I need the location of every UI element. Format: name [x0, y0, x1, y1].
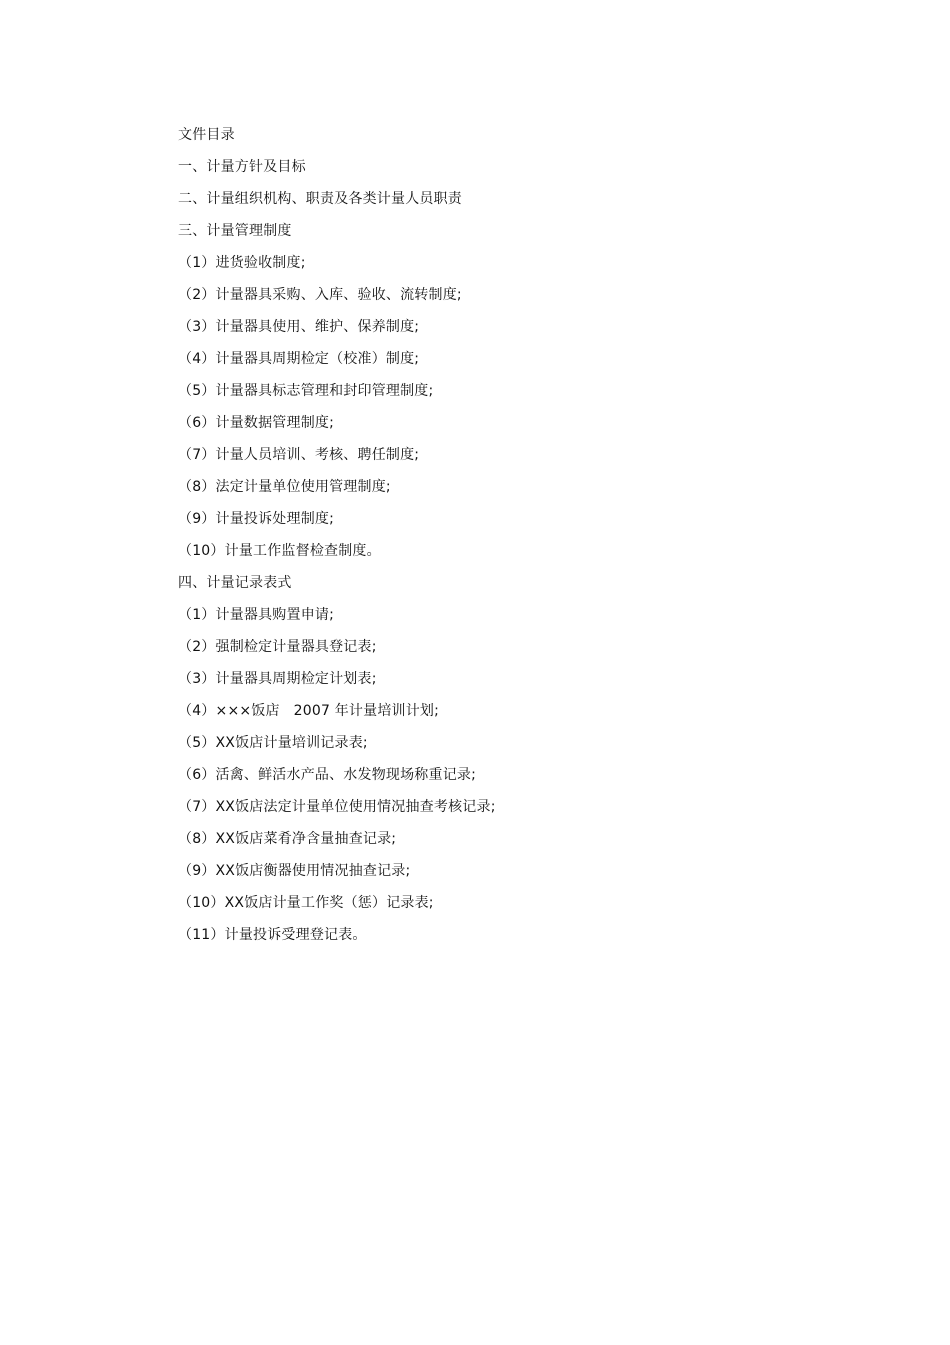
section-heading: 三、计量管理制度 [178, 223, 292, 239]
list-item: （5）XX饭店计量培训记录表; [178, 735, 368, 751]
document-contents [178, 124, 878, 956]
list-item: （8）XX饭店菜肴净含量抽查记录; [178, 831, 397, 847]
list-item: （3）计量器具使用、维护、保养制度; [178, 319, 420, 335]
list-item: （3）计量器具周期检定计划表; [178, 671, 377, 687]
list-item: （4）×××饭店 2007 年计量培训计划; [178, 703, 440, 719]
list-item: （1）进货验收制度; [178, 255, 306, 271]
list-item: （4）计量器具周期检定（校准）制度; [178, 351, 420, 367]
list-item: （11）计量投诉受理登记表。 [178, 927, 367, 943]
document-title: 文件目录 [178, 127, 235, 143]
list-item: （2）强制检定计量器具登记表; [178, 639, 377, 655]
section-heading: 一、计量方针及目标 [178, 159, 306, 175]
list-item: （1）计量器具购置申请; [178, 607, 335, 623]
list-item: （6）计量数据管理制度; [178, 415, 335, 431]
list-item: （8）法定计量单位使用管理制度; [178, 479, 391, 495]
list-item: （7）XX饭店法定计量单位使用情况抽查考核记录; [178, 799, 496, 815]
list-item: （5）计量器具标志管理和封印管理制度; [178, 383, 434, 399]
list-item: （9）计量投诉处理制度; [178, 511, 335, 527]
list-item: （10）计量工作监督检查制度。 [178, 543, 381, 559]
list-item: （10）XX饭店计量工作奖（惩）记录表; [178, 895, 434, 911]
section-heading: 二、计量组织机构、职责及各类计量人员职责 [178, 191, 462, 207]
list-item: （9）XX饭店衡器使用情况抽查记录; [178, 863, 411, 879]
section-heading: 四、计量记录表式 [178, 575, 292, 591]
list-item: （7）计量人员培训、考核、聘任制度; [178, 447, 420, 463]
list-item: （2）计量器具采购、入库、验收、流转制度; [178, 287, 462, 303]
list-item: （6）活禽、鲜活水产品、水发物现场称重记录; [178, 767, 477, 783]
